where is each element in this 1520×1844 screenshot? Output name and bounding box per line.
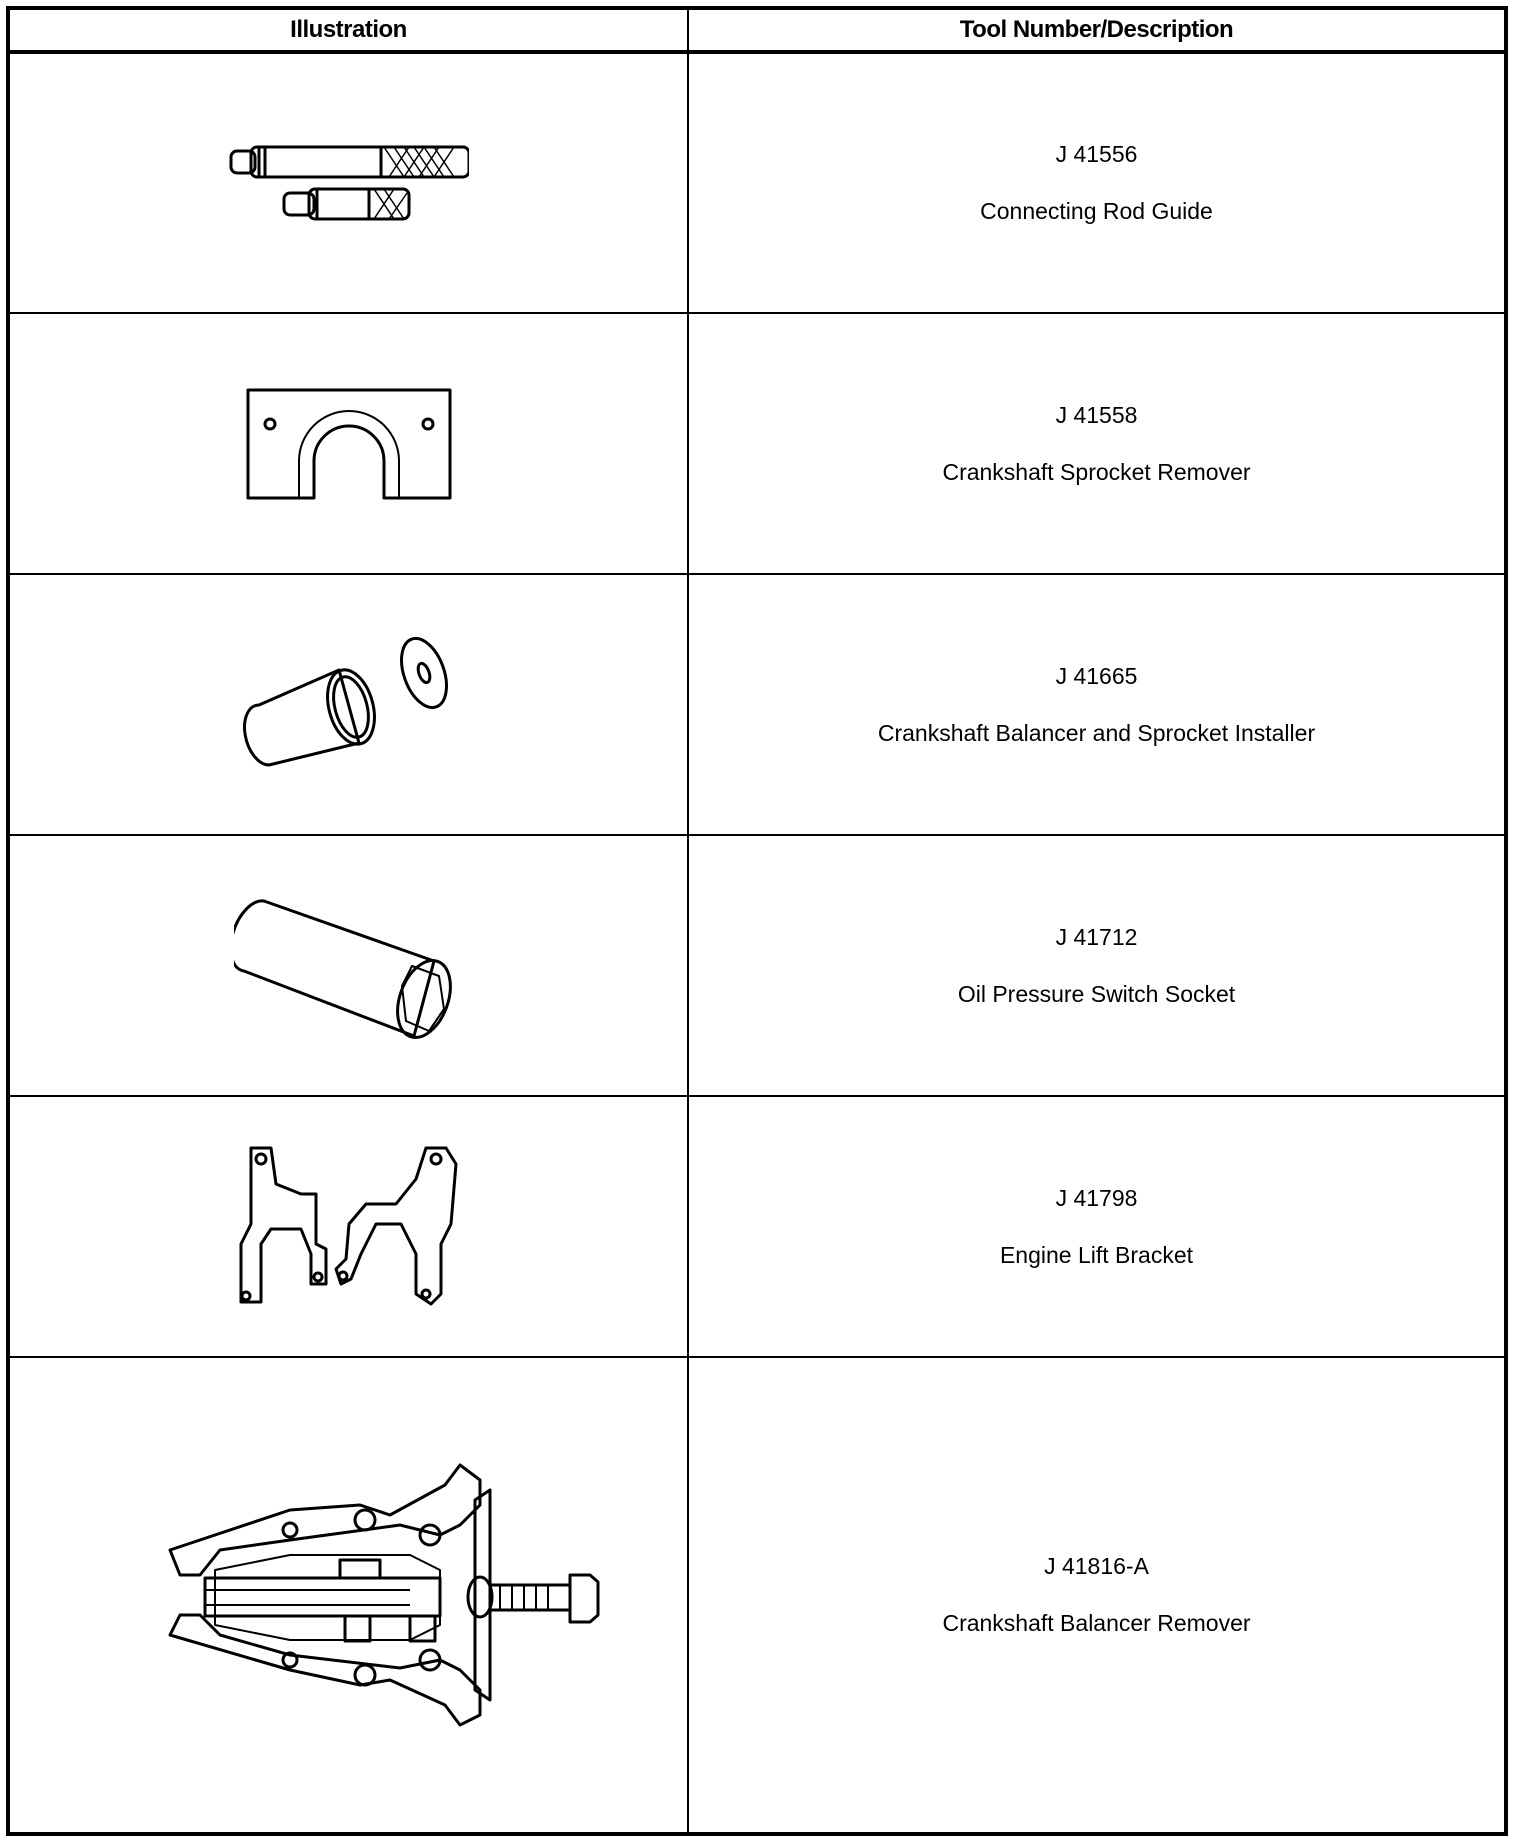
tool-number: J 41665	[1055, 662, 1138, 689]
tool-number: J 41712	[1055, 923, 1138, 950]
table-row	[8, 835, 1506, 1096]
header-illustration: Illustration	[8, 8, 688, 52]
illustration-cell	[8, 313, 688, 574]
table-row	[8, 313, 1506, 574]
tool-number: J 41558	[1055, 401, 1138, 428]
tool-number: J 41798	[1055, 1184, 1138, 1211]
special-tools-table	[6, 6, 1508, 1836]
tool-description: Crankshaft Balancer and Sprocket Installer	[877, 719, 1316, 746]
crankshaft-balancer-remover-illustration	[160, 1460, 600, 1730]
tool-description-cell	[688, 313, 1506, 574]
table-row	[8, 574, 1506, 835]
illustration-cell	[8, 574, 688, 835]
illustration-cell	[8, 1357, 688, 1834]
illustration-cell	[8, 52, 688, 313]
tool-number: J 41816-A	[1044, 1553, 1149, 1579]
tool-description-cell	[688, 52, 1506, 313]
engine-lift-bracket-illustration	[231, 1144, 466, 1309]
tool-description: Engine Lift Bracket	[999, 1241, 1194, 1268]
tool-description-cell	[688, 574, 1506, 835]
connecting-rod-guide-illustration	[229, 143, 469, 223]
tool-description: Connecting Rod Guide	[980, 198, 1213, 224]
table-row	[8, 52, 1506, 313]
tool-description-cell	[688, 1096, 1506, 1357]
illustration-cell	[8, 1096, 688, 1357]
table-row	[8, 1096, 1506, 1357]
balancer-sprocket-installer-illustration	[239, 635, 459, 775]
tool-description-cell	[688, 835, 1506, 1096]
tool-description: Crankshaft Balancer Remover	[942, 1610, 1251, 1636]
tool-description-cell	[688, 1357, 1506, 1834]
tool-description: Crankshaft Sprocket Remover	[942, 458, 1251, 485]
illustration-cell	[8, 835, 688, 1096]
tool-description: Oil Pressure Switch Socket	[957, 980, 1236, 1007]
header-tool-description: Tool Number/Description	[688, 8, 1506, 52]
crankshaft-sprocket-remover-illustration	[244, 386, 454, 501]
table-row	[8, 1357, 1506, 1834]
tool-number: J 41556	[1055, 141, 1138, 167]
oil-pressure-switch-socket-illustration	[234, 891, 464, 1041]
